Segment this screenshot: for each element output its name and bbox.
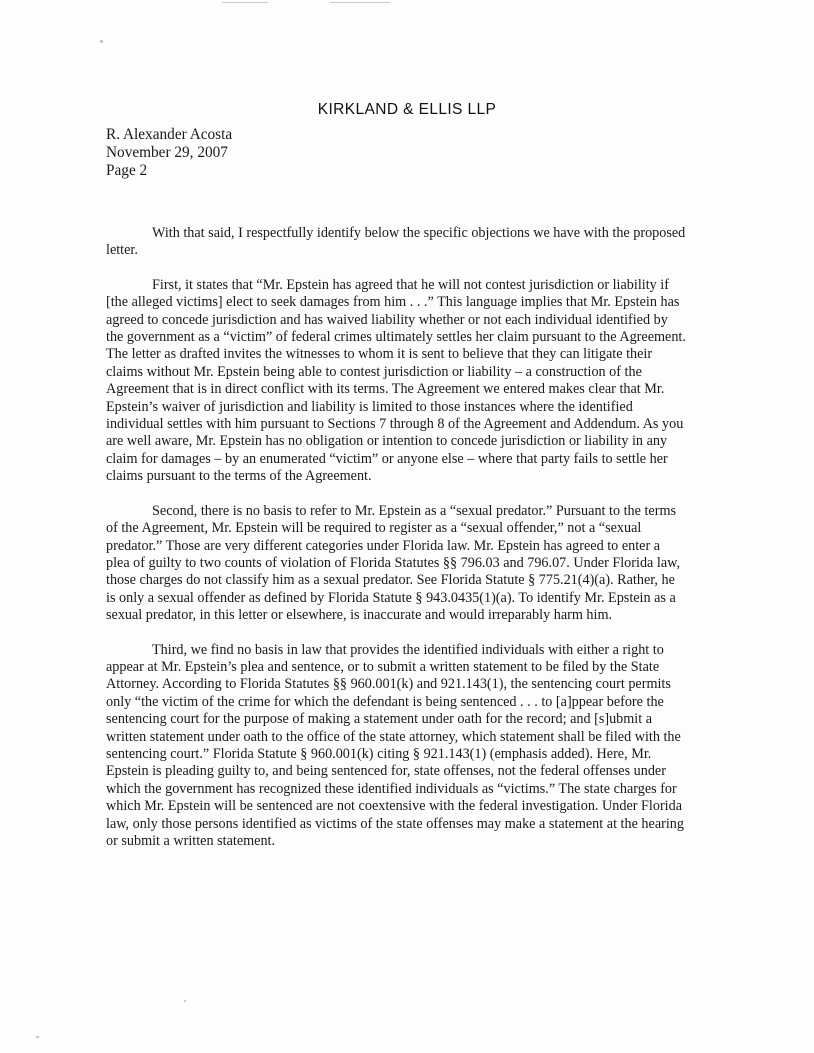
- scan-speck: [184, 1000, 186, 1002]
- letter-body: [106, 225, 686, 867]
- paragraph-first-objection: First, it states that “Mr. Epstein has agreed that he will not contest jurisdiction or liability if [the alleged victims] elect to seek damages from him . . .” This language implies that Mr. Epstein has agreed to concede jurisdiction and has waived liability whether or not each individual identified by the government as a “victim” of federal crimes ultimately settles her claim pursuant to the Agreement. The letter as drafted invites the witnesses to whom it is sent to believe that they can litigate their claims without Mr. Epstein being able to contest jurisdiction or liability – a construction of the Agreement that is in direct conflict with its terms. The Agreement we entered makes clear that Mr. Epstein’s waiver of jurisdiction and liability is limited to those instances where the identified individual settles with him pursuant to Sections 7 through 8 of the Agreement and Addendum. As you are well aware, Mr. Epstein has no obligation or intention to concede jurisdiction or liability in any claim for damages – by an enumerated “victim” or anyone else – where that party fails to settle her claims pursuant to the terms of the Agreement.: [106, 276, 686, 485]
- scan-speck: [100, 40, 103, 43]
- scan-artifact-top-line: [222, 2, 268, 3]
- addressee-name: R. Alexander Acosta: [106, 126, 233, 143]
- page-number: Page 2: [106, 162, 148, 179]
- scan-speck: [36, 1036, 39, 1038]
- letter-date: November 29, 2007: [106, 144, 228, 161]
- paragraph-intro: With that said, I respectfully identify below the specific objections we have with the proposed letter.: [106, 225, 686, 259]
- scan-artifact-top-line-2: [330, 2, 390, 3]
- paragraph-second-objection: Second, there is no basis to refer to Mr. Epstein as a “sexual predator.” Pursuant to the terms of the Agreement, Mr. Epstein will be required to register as a “sexual offender,” not a “sexual predator.” Those are very different categories under Florida law. Mr. Epstein has agreed to enter a plea of guilty to two counts of violation of Florida Statutes §§ 796.03 and 796.07. Under Florida law, those charges do not classify him as a sexual predator. See Florida Statute § 775.21(4)(a). Rather, he is only a sexual offender as defined by Florida Statute § 943.0435(1)(a). To identify Mr. Epstein as a sexual predator, in this letter or elsewhere, is inaccurate and would irreparably harm him.: [106, 502, 680, 624]
- addressee-block: [106, 126, 232, 180]
- letterhead-firm-name: KIRKLAND & ELLIS LLP: [317, 101, 497, 118]
- paragraph-third-objection: Third, we find no basis in law that provides the identified individuals with either a right to appear at Mr. Epstein’s plea and sentence, or to submit a written statement to be filed by the State Attorney. According to Florida Statutes §§ 960.001(k) and 921.143(1), the sentencing court permits only “the victim of the crime for which the defendant is being sentenced . . . to [a]ppear before the sentencing court for the purpose of making a statement under oath for the record; and [s]ubmit a written statement under oath to the office of the state attorney, which statement shall be filed with the sentencing court.” Florida Statute § 960.001(k) citing § 921.143(1) (emphasis added). Here, Mr. Epstein is pleading guilty to, and being sentenced for, state offenses, not the federal offenses under which the government has recognized these identified individuals as “victims.” The state charges for which Mr. Epstein will be sentenced are not coextensive with the federal investigation. Under Florida law, only those persons identified as victims of the state offenses may make a statement at the hearing or submit a written statement.: [106, 641, 684, 849]
